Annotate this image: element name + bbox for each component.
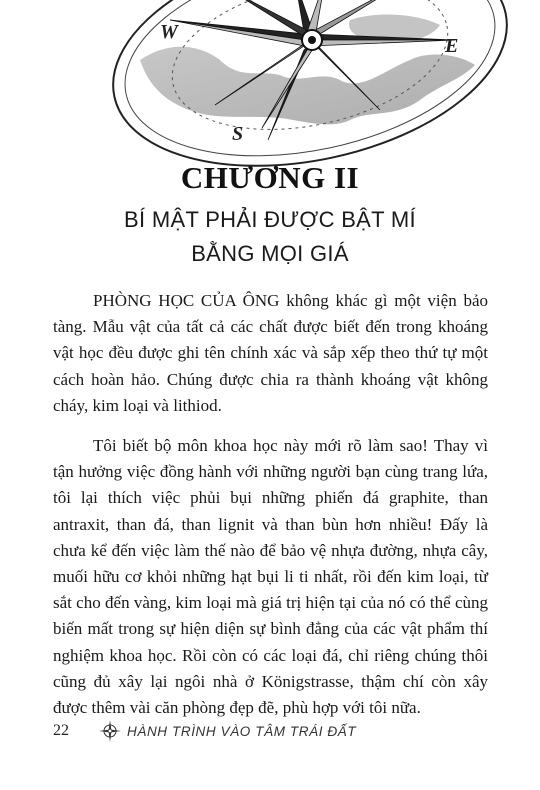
- compass-letter-south: S: [232, 123, 244, 145]
- compass-illustration: [0, 0, 540, 170]
- paragraph-1: PHÒNG HỌC CỦA ÔNG không khác gì một viện bảo tàng. Mẫu vật của tất cả các chất được biết đến trong khoáng vật học đều được ghi tên chính xác và sắp xếp theo thứ tự một cách hoàn hảo. Chúng được chia ra thành khoáng vật không cháy, kim loại và lithiod.: [53, 291, 488, 415]
- page-footer: [53, 719, 488, 743]
- body-text: [53, 288, 488, 735]
- page-number: 22: [53, 722, 69, 739]
- chapter-title-line-1: BÍ MẬT PHẢI ĐƯỢC BẬT MÍ: [124, 207, 416, 232]
- chapter-number: CHƯƠNG II: [180, 160, 360, 195]
- book-title: HÀNH TRÌNH VÀO TÂM TRÁI ĐẤT: [127, 723, 357, 739]
- chapter-title: [0, 203, 540, 271]
- paragraph-2: Tôi biết bộ môn khoa học này mới rõ làm sao! Thay vì tận hưởng việc đồng hành với những người bạn cùng trang lứa, tôi lại thích việc phủi bụi những phiến đá graphite, than antraxit, than đá, than lignit và than bùn hơn nhiều! Đấy là chưa kể đến việc làm thế nào để bảo vệ nhựa đường, nhựa cây, muối hữu cơ khỏi những hạt bụi li ti nhất, rồi đến kim loại, từ sắt cho đến vàng, kim loại mà giá trị hiện tại của nó có thể cùng biến mất trong sự hiện diện sự bình đẳng của các vật phẩm thí nghiệm khoa học. Rồi còn có các loại đá, chỉ riêng chúng thôi cũng đủ xây lại ngôi nhà ở Königstrasse, thậm chí còn xây được thêm vài căn phòng đẹp đẽ, phù hợp với tôi nữa.: [53, 436, 488, 718]
- compass-icon: [99, 720, 121, 742]
- compass-letter-west: W: [160, 21, 178, 43]
- chapter-title-line-2: BẰNG MỌI GIÁ: [191, 241, 349, 266]
- compass-letters: [0, 0, 540, 170]
- compass-letter-east: E: [445, 35, 459, 57]
